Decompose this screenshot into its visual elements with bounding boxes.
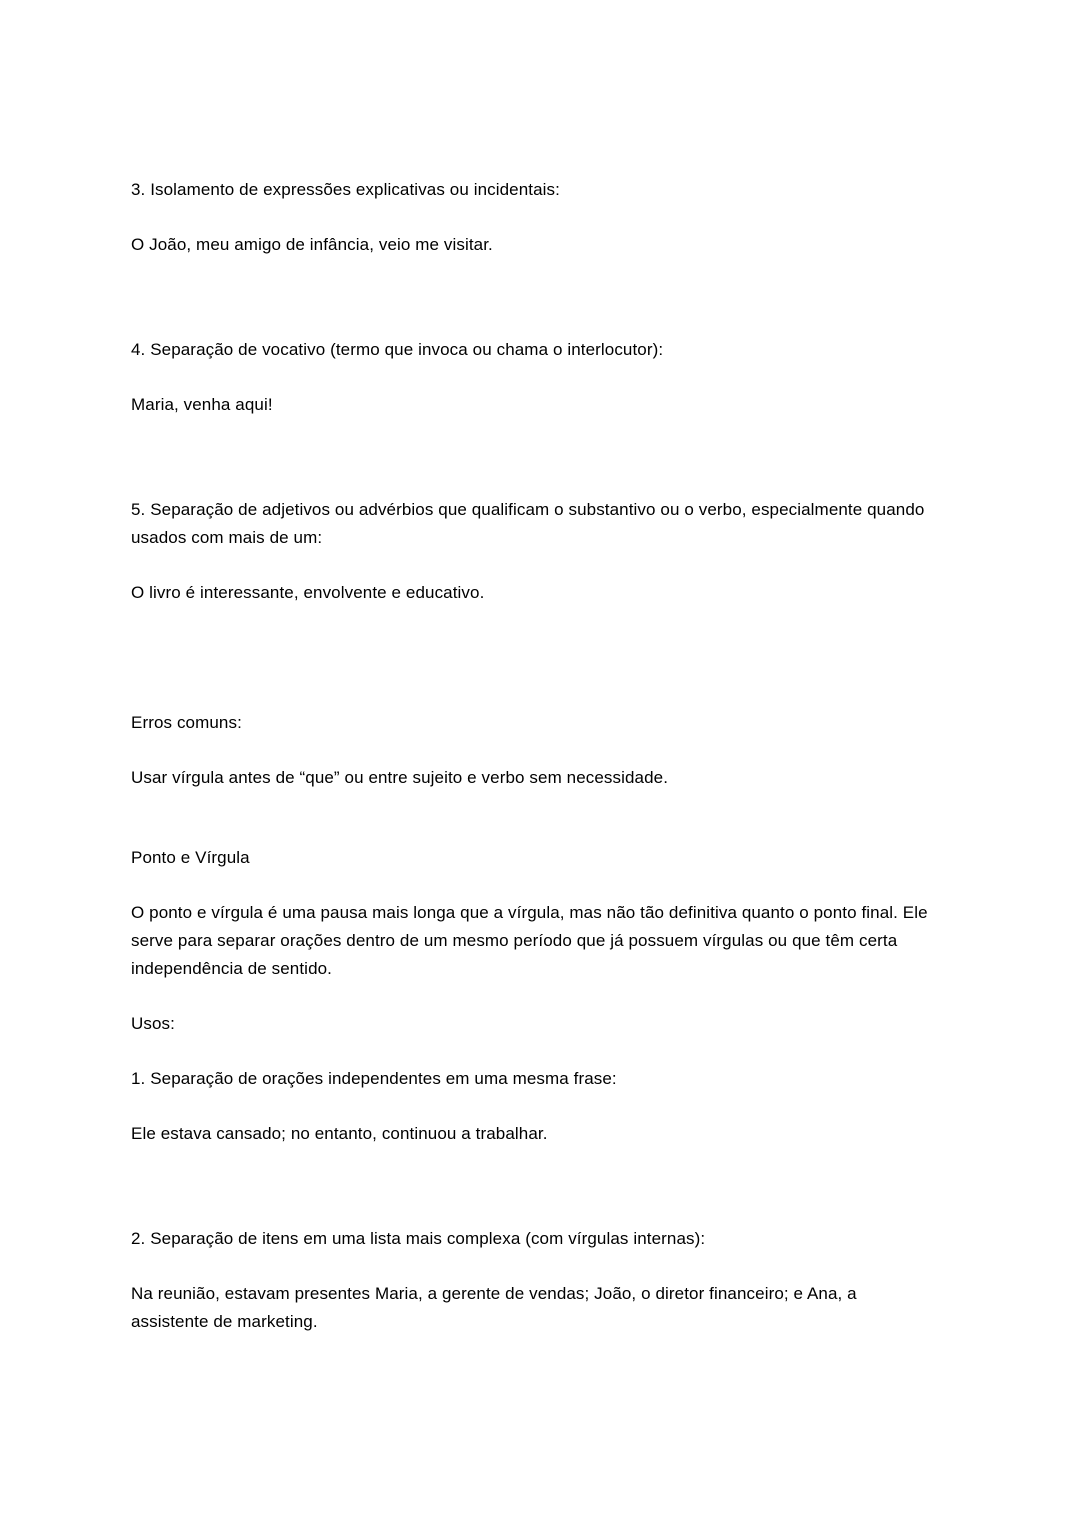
rule-3-example: O João, meu amigo de infância, veio me visitar. <box>131 235 493 254</box>
semicolon-rule-1-example: Ele estava cansado; no entanto, continuou a trabalhar. <box>131 1124 548 1143</box>
common-errors-heading: Erros comuns: <box>131 713 242 732</box>
rule-4-heading: 4. Separação de vocativo (termo que invoca ou chama o interlocutor): <box>131 340 664 359</box>
section-title-ponto-e-virgula: Ponto e Vírgula <box>131 848 250 867</box>
rule-4-example: Maria, venha aqui! <box>131 395 273 414</box>
rule-3-heading: 3. Isolamento de expressões explicativas ou incidentais: <box>131 180 560 199</box>
semicolon-intro-paragraph: O ponto e vírgula é uma pausa mais longa que a vírgula, mas não tão definitiva quanto o ponto final. Ele serve para separar orações dentro de um mesmo período que já possuem vírgulas ou que têm certa independência de sentido. <box>131 903 928 978</box>
semicolon-rule-2-example: Na reunião, estavam presentes Maria, a gerente de vendas; João, o diretor financeiro; e Ana, a assistente de marketing. <box>131 1284 857 1331</box>
semicolon-rule-2-heading: 2. Separação de itens em uma lista mais complexa (com vírgulas internas): <box>131 1229 706 1248</box>
semicolon-rule-1-heading: 1. Separação de orações independentes em uma mesma frase: <box>131 1069 617 1088</box>
document-content <box>131 176 936 1336</box>
rule-5-example: O livro é interessante, envolvente e educativo. <box>131 583 485 602</box>
usos-heading: Usos: <box>131 1014 175 1033</box>
rule-5-heading: 5. Separação de adjetivos ou advérbios que qualificam o substantivo ou o verbo, especialmente quando usados com mais de um: <box>131 500 925 547</box>
common-errors-text: Usar vírgula antes de “que” ou entre sujeito e verbo sem necessidade. <box>131 768 669 787</box>
